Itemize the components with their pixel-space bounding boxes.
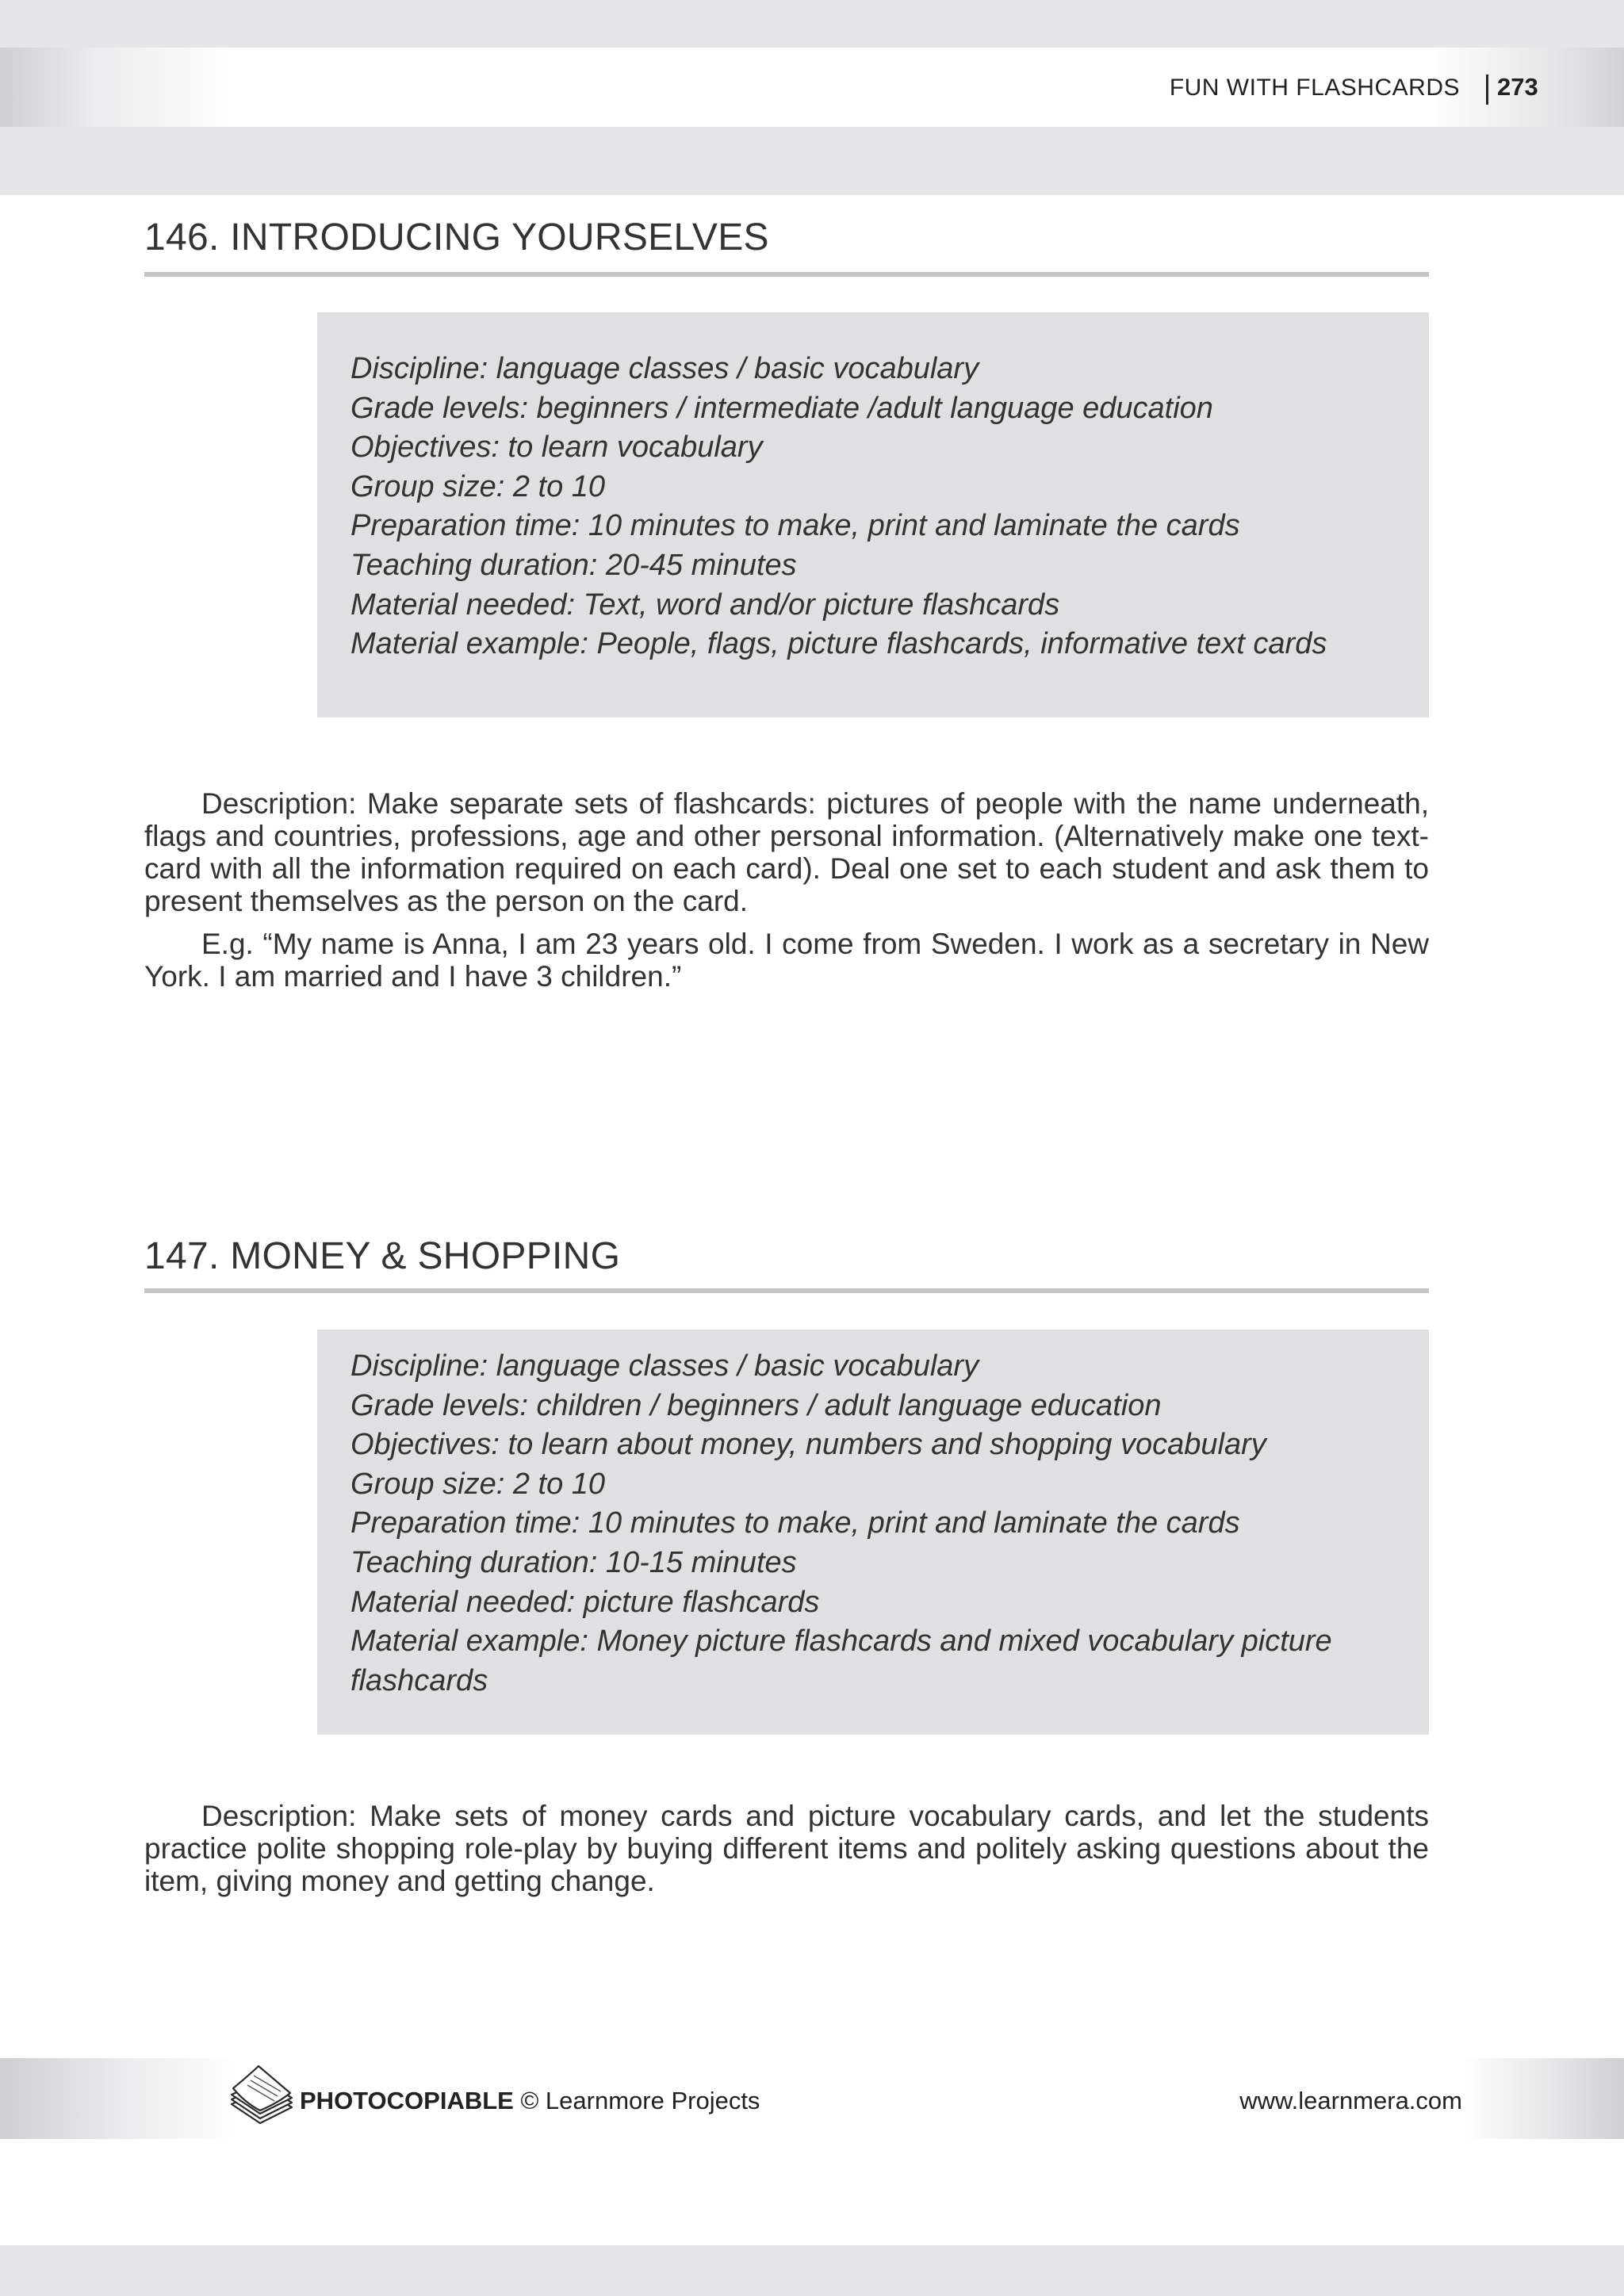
- running-title: FUN WITH FLASHCARDS: [1169, 75, 1460, 101]
- header-subband: [0, 127, 1624, 195]
- info-objectives: Objectives: to learn vocabulary: [350, 430, 763, 465]
- footer-photocopiable: [300, 2087, 760, 2115]
- info-discipline: Discipline: language classes / basic vocabulary: [350, 1349, 979, 1383]
- info-teaching-duration: Teaching duration: 20-45 minutes: [350, 548, 797, 582]
- description-146: [144, 787, 1429, 1003]
- info-objectives: Objectives: to learn about money, numbers and shopping vocabulary: [350, 1428, 1266, 1462]
- info-box-147: [317, 1330, 1429, 1735]
- description-paragraph: Description: Make sets of money cards and picture vocabulary cards, and let the students practice polite shopping role-play by buying different items and politely asking questions about the item, giving money and getting change.: [144, 1800, 1429, 1897]
- example-paragraph: E.g. “My name is Anna, I am 23 years old. I come from Sweden. I work as a secretary in New York. I am married and I have 3 children.”: [144, 928, 1429, 993]
- info-box-146: [317, 312, 1429, 718]
- info-grade-levels: Grade levels: beginners / intermediate /adult language education: [350, 391, 1213, 425]
- top-margin-strip: [0, 0, 1624, 48]
- bottom-margin-strip: [0, 2245, 1624, 2296]
- section-title-147: 147. MONEY & SHOPPING: [144, 1235, 621, 1277]
- info-teaching-duration: Teaching duration: 10-15 minutes: [350, 1545, 797, 1579]
- section-rule-146: [144, 272, 1429, 277]
- description-paragraph: Description: Make separate sets of flashcards: pictures of people with the name underneath, flags and countries, professions, age and other personal information. (Alternatively make one text-card with all the information required on each card). Deal one set to each student and ask them to present themselves as the person on the card.: [144, 787, 1429, 917]
- info-preparation-time: Preparation time: 10 minutes to make, print and laminate the cards: [350, 509, 1240, 543]
- info-material-needed: Material needed: Text, word and/or picture flashcards: [350, 587, 1060, 622]
- info-preparation-time: Preparation time: 10 minutes to make, print and laminate the cards: [350, 1506, 1240, 1540]
- section-title-146: 146. INTRODUCING YOURSELVES: [144, 216, 769, 258]
- papers-stack-icon: [224, 2061, 300, 2128]
- copyright-text: © Learnmore Projects: [520, 2087, 760, 2114]
- info-discipline: Discipline: language classes / basic vocabulary: [350, 352, 979, 385]
- footer-website: www.learnmera.com: [1239, 2087, 1462, 2114]
- photocopiable-label: PHOTOCOPIABLE: [300, 2087, 514, 2114]
- header-separator: [1486, 75, 1488, 105]
- info-material-example: Material example: Money picture flashcards and mixed vocabulary picture flashcards: [350, 1624, 1332, 1697]
- info-material-needed: Material needed: picture flashcards: [350, 1585, 820, 1619]
- page-number: 273: [1497, 73, 1538, 101]
- section-rule-147: [144, 1288, 1429, 1293]
- info-grade-levels: Grade levels: children / beginners / adult language education: [350, 1388, 1162, 1422]
- info-material-example: Material example: People, flags, picture flashcards, informative text cards: [350, 627, 1327, 661]
- description-147: [144, 1800, 1429, 1908]
- info-group-size: Group size: 2 to 10: [350, 1467, 606, 1501]
- info-group-size: Group size: 2 to 10: [350, 469, 606, 503]
